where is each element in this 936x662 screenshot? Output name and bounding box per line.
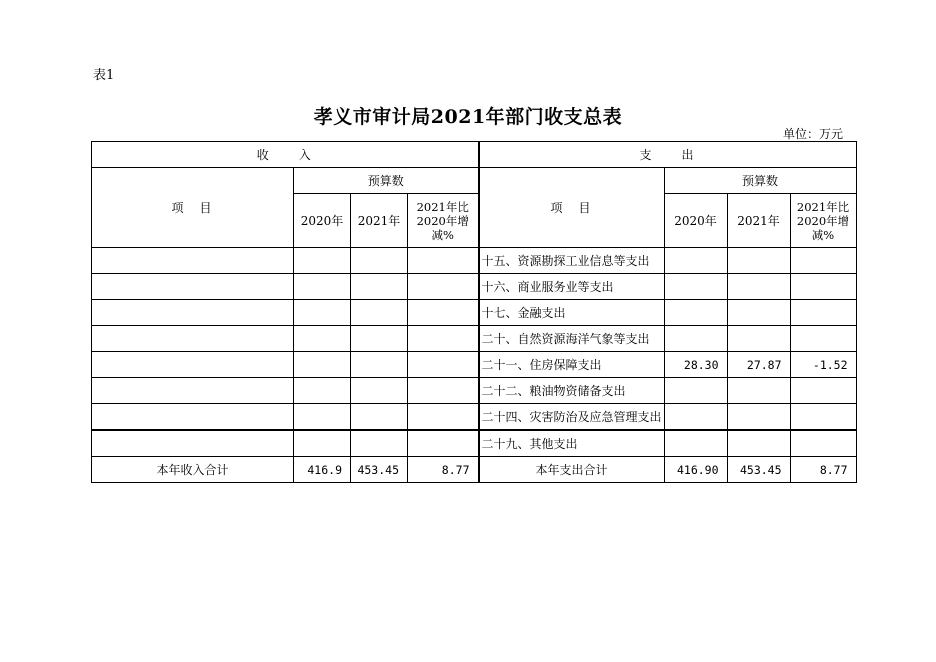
expense-item-cell: 二十二、粮油物资储备支出: [479, 378, 665, 404]
expense-2020-cell: [664, 300, 727, 326]
table-row: [92, 300, 857, 326]
expense-item-cell: 二十九、其他支出: [479, 430, 665, 457]
expense-item-cell: 十六、商业服务业等支出: [479, 274, 665, 300]
expense-2020-cell: [664, 430, 727, 457]
income-2021-cell: [351, 274, 408, 300]
income-item-cell: [92, 274, 294, 300]
expense-change-cell: [790, 430, 856, 457]
expense-2021-cell: [727, 248, 790, 274]
expense-change-cell: [790, 300, 856, 326]
income-2021-cell: [351, 404, 408, 431]
unit-note: 单位：万元: [782, 127, 843, 141]
expense-item-cell: 二十一、住房保障支出: [479, 352, 665, 378]
income-2020-cell: [294, 430, 351, 457]
income-2021-cell: [351, 430, 408, 457]
expense-total-change: 8.77: [790, 457, 856, 483]
expense-item-cell: 十七、金融支出: [479, 300, 665, 326]
expense-2021-cell: 27.87: [727, 352, 790, 378]
income-2020-cell: [294, 404, 351, 431]
expense-change-cell: [790, 378, 856, 404]
expense-2020-cell: 28.30: [664, 352, 727, 378]
expense-2021-cell: [727, 404, 790, 431]
expense-change-cell: [790, 248, 856, 274]
income-item-cell: [92, 248, 294, 274]
header-row-budget: [92, 168, 857, 194]
income-2020-header: 2020年: [294, 194, 351, 248]
income-change-header: 2021年比2020年增减%: [408, 194, 479, 248]
table-row: [92, 404, 857, 431]
income-item-cell: [92, 352, 294, 378]
income-item-cell: [92, 430, 294, 457]
expense-change-cell: [790, 404, 856, 431]
expense-2021-header: 2021年: [727, 194, 790, 248]
expense-group-header: 支 出: [479, 142, 857, 168]
expense-item-cell: 二十四、灾害防治及应急管理支出: [479, 404, 665, 431]
expense-item-cell: 二十、自然资源海洋气象等支出: [479, 326, 665, 352]
income-2021-cell: [351, 300, 408, 326]
income-change-cell: [408, 326, 479, 352]
income-2021-cell: [351, 378, 408, 404]
income-item-cell: [92, 404, 294, 431]
table-row: [92, 378, 857, 404]
expense-2020-header: 2020年: [664, 194, 727, 248]
income-item-cell: [92, 300, 294, 326]
expense-change-cell: -1.52: [790, 352, 856, 378]
expense-2020-cell: [664, 378, 727, 404]
expense-2020-cell: [664, 404, 727, 431]
income-2021-header: 2021年: [351, 194, 408, 248]
expense-budget-header: 预算数: [664, 168, 856, 194]
table-row: [92, 274, 857, 300]
totals-row: [92, 457, 857, 483]
income-change-cell: [408, 248, 479, 274]
table-row: [92, 248, 857, 274]
table-label: 表1: [93, 68, 115, 83]
expense-2021-cell: [727, 326, 790, 352]
income-total-2020: 416.9: [294, 457, 351, 483]
income-2021-cell: [351, 248, 408, 274]
expense-total-label: 本年支出合计: [479, 457, 665, 483]
income-2020-cell: [294, 274, 351, 300]
income-total-label: 本年收入合计: [92, 457, 294, 483]
income-total-change: 8.77: [408, 457, 479, 483]
expense-change-header: 2021年比2020年增减%: [790, 194, 856, 248]
income-2021-cell: [351, 326, 408, 352]
income-2020-cell: [294, 326, 351, 352]
table-row: [92, 326, 857, 352]
income-item-cell: [92, 326, 294, 352]
expense-2021-cell: [727, 300, 790, 326]
income-2020-cell: [294, 248, 351, 274]
expense-2020-cell: [664, 248, 727, 274]
income-change-cell: [408, 404, 479, 431]
income-change-cell: [408, 300, 479, 326]
expense-change-cell: [790, 274, 856, 300]
expense-item-cell: 十五、资源勘探工业信息等支出: [479, 248, 665, 274]
table-row: [92, 352, 857, 378]
income-budget-header: 预算数: [294, 168, 479, 194]
expense-2020-cell: [664, 326, 727, 352]
income-change-cell: [408, 378, 479, 404]
page-title: 孝义市审计局2021年部门收支总表: [313, 106, 623, 128]
expense-total-2020: 416.90: [664, 457, 727, 483]
expense-2021-cell: [727, 378, 790, 404]
expense-2020-cell: [664, 274, 727, 300]
table-row: [92, 430, 857, 457]
expense-total-2021: 453.45: [727, 457, 790, 483]
budget-summary-table: [91, 141, 857, 483]
header-row-groups: [92, 142, 857, 168]
income-2020-cell: [294, 378, 351, 404]
income-2020-cell: [294, 352, 351, 378]
income-2021-cell: [351, 352, 408, 378]
income-group-header: 收 入: [92, 142, 479, 168]
income-change-cell: [408, 274, 479, 300]
expense-2021-cell: [727, 274, 790, 300]
income-2020-cell: [294, 300, 351, 326]
expense-change-cell: [790, 326, 856, 352]
income-change-cell: [408, 430, 479, 457]
income-item-header: 项 目: [92, 168, 294, 248]
expense-2021-cell: [727, 430, 790, 457]
income-change-cell: [408, 352, 479, 378]
income-total-2021: 453.45: [351, 457, 408, 483]
expense-item-header: 项 目: [479, 168, 665, 248]
income-item-cell: [92, 378, 294, 404]
